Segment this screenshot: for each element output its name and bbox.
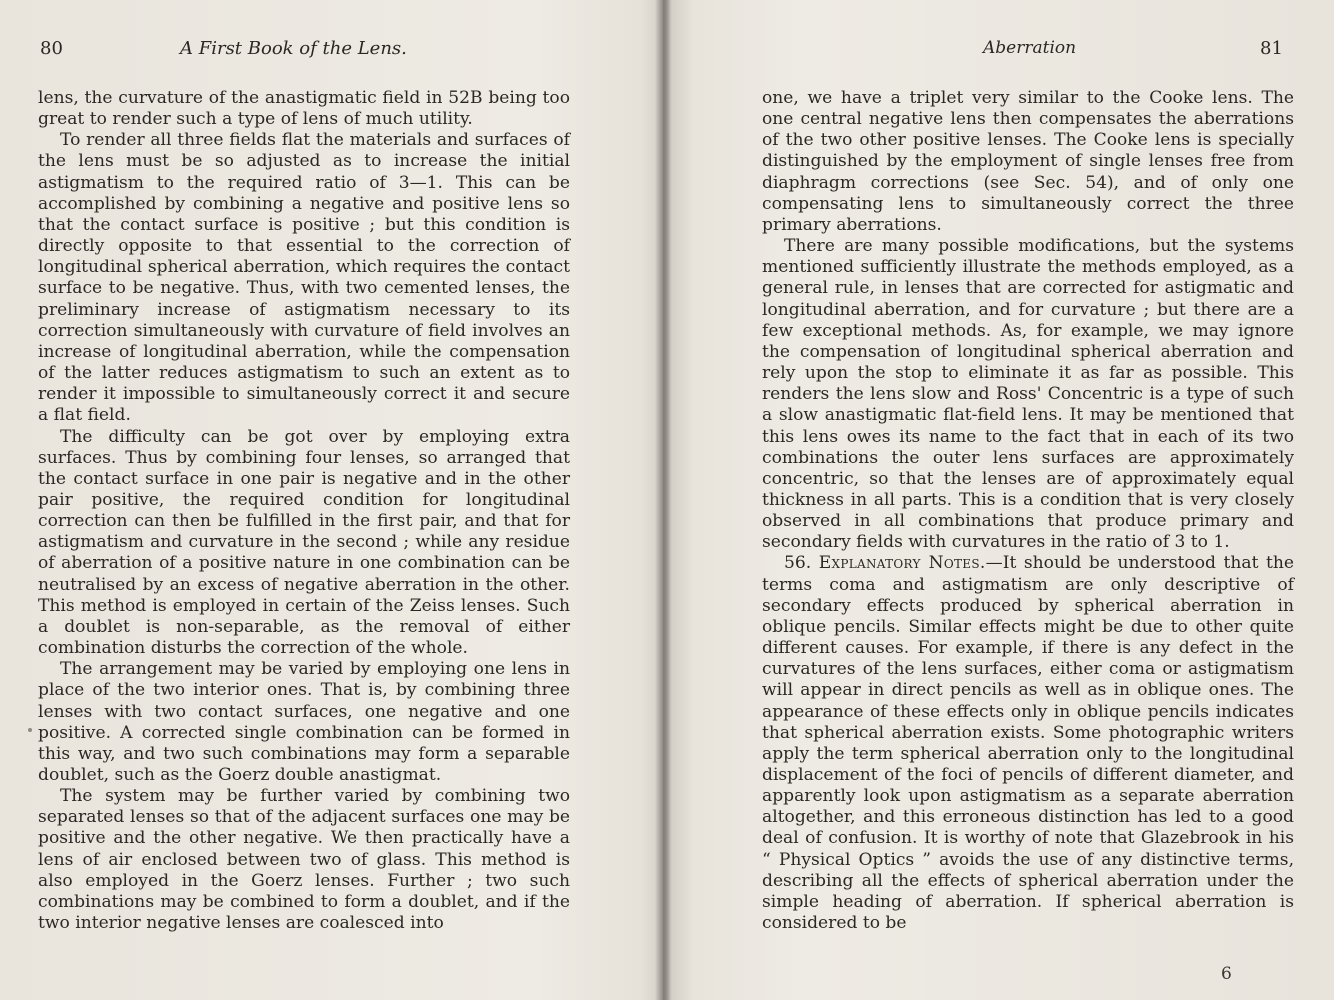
right-page <box>668 0 1334 1000</box>
left-page-body <box>38 88 570 934</box>
paragraph: The arrangement may be varied by employing one lens in place of the two interior ones. That is, by combining three lenses with two contact surfaces, one negative and one positive. A corrected single combination can be formed in this way, and two such combinations may form a separable doublet, such as the Goerz double anastigmat. <box>38 659 570 785</box>
paragraph: There are many possible modifications, but the systems mentioned sufficiently illustrate the methods employed, as a general rule, in lenses that are corrected for astigmatic and longitudinal aberration, and for curvature ; but there are a few exceptional methods. As, for example, we may ignore the compensation of longitudinal spherical aberration and rely upon the stop to eliminate it as far as possible. This renders the lens slow and Ross' Concentric is a type of such a slow anastigmatic flat-field lens. It may be mentioned that this lens owes its name to the fact that in each of its two combinations the outer lens surfaces are approximately concentric, so that the lenses are of approximately equal thickness in all parts. This is a condition that is very closely observed in all combinations that produce primary and secondary fields with curvatures in the ratio of 3 to 1. <box>762 236 1294 553</box>
signature-mark: 6 <box>1221 964 1232 984</box>
paragraph: To render all three fields flat the materials and surfaces of the lens must be so adjusted as to increase the initial astigmatism to the required ratio of 3—1. This can be accomplished by combining a negative and positive lens so that the contact surface is positive ; but this condition is directly opposite to that essential to the correction of longitudinal spherical aberration, which requires the contact surface to be negative. Thus, with two cemented lenses, the preliminary increase of astigmatism necessary to its correction simultaneously with curvature of field involves an increase of longitudinal aberration, while the compensation of the latter reduces astigmatism to such an extent as to render it impossible to simultaneously correct it and secure a flat field. <box>38 130 570 426</box>
paragraph: The system may be further varied by combining two separated lenses so that of the adjacent surfaces one may be positive and the other negative. We then practically have a lens of air enclosed between two of glass. This method is also employed in the Goerz lenses. Further ; two such combinations may be combined to form a doublet, and if the two interior negative lenses are coalesced into <box>38 786 570 934</box>
right-running-title: Aberration <box>983 38 1077 58</box>
section-heading: Explanatory Notes. <box>818 553 986 574</box>
paragraph: The difficulty can be got over by employing extra surfaces. Thus by combining four lenses, so arranged that the contact surface in one pair is negative and in the other pair positive, the required condition for longitudinal correction can then be fulfilled in the first pair, and that for astigmatism and curvature in the second ; while any residue of aberration of a positive nature in one combination can be neutralised by an excess of negative aberration in the other. This method is employed in certain of the Zeiss lenses. Such a doublet is non-separable, as the removal of either combination disturbs the correction of the whole. <box>38 426 570 659</box>
paragraph: one, we have a triplet very similar to the Cooke lens. The one central negative lens then compensates the aberrations of the two other positive lenses. The Cooke lens is specially distinguished by the employment of single lenses free from diaphragm corrections (see Sec. 54), and of only one compensating lens to simultaneously correct the three primary aberrations. <box>762 88 1294 235</box>
left-page <box>0 0 660 1000</box>
section-number: 56. <box>784 553 812 574</box>
left-page-number: 80 <box>40 38 63 59</box>
section-56-paragraph <box>762 553 1294 934</box>
right-page-number: 81 <box>1260 38 1283 59</box>
right-page-body <box>762 88 1294 934</box>
left-running-title: A First Book of the Lens. <box>180 38 407 59</box>
paragraph: lens, the curvature of the anastigmatic field in 52B being too great to render such a type of lens of much utility. <box>38 88 570 130</box>
margin-speck <box>28 728 32 732</box>
section-text: —It should be understood that the terms coma and astigmatism are only descriptive of secondary effects produced by spherical aberration in oblique pencils. Similar effects might be due to other quite different causes. For example, if there is any defect in the curvatures of the lens surfaces, either coma or astigmatism will appear in direct pencils as well as in oblique ones. The appearance of these effects only in oblique pencils indicates that spherical aberration exists. Some photographic writers apply the term spherical aberration only to the longitudinal displacement of the foci of pencils of different diameter, and apparently look upon astigmatism as a separate aberration altogether, and this erroneous distinction has led to a good deal of confusion. It is worthy of note that Glazebrook in his “ Physical Optics ” avoids the use of any distinctive terms, describing all the effects of spherical aberration under the simple heading of aberration. If spherical aberration is considered to be <box>762 553 1294 934</box>
